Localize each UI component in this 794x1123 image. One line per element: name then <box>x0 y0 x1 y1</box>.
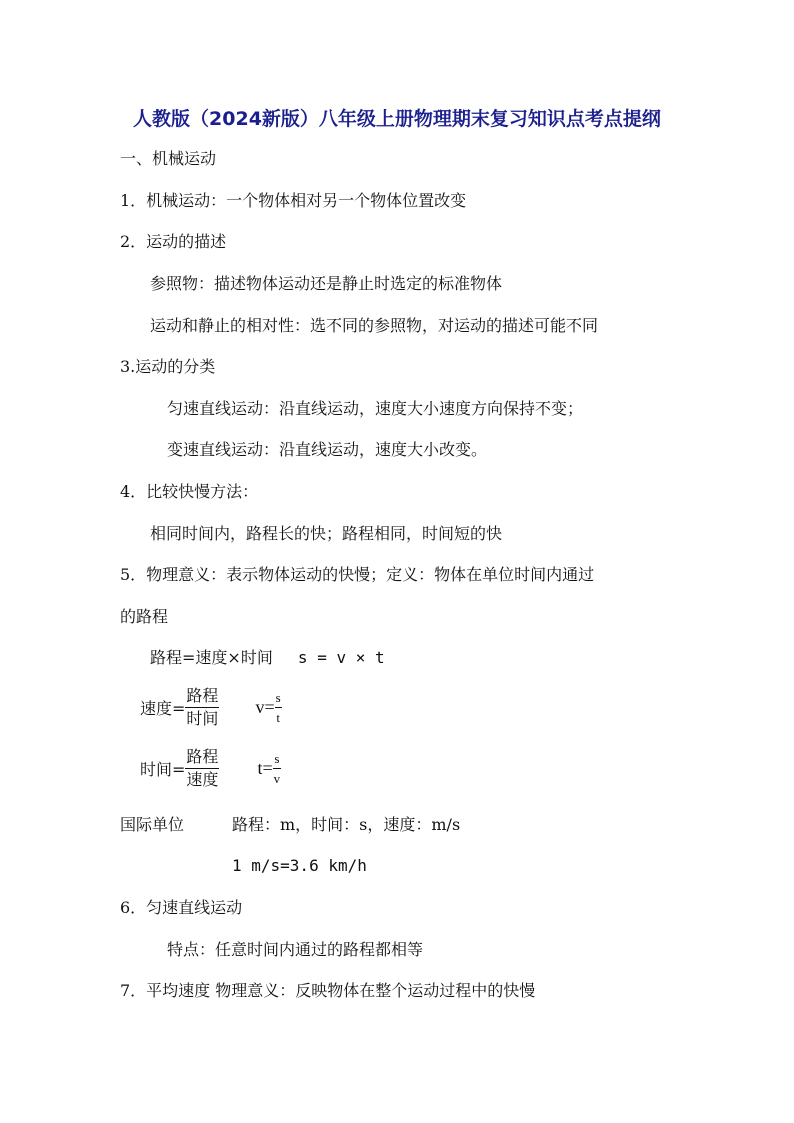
item-6-feature: 特点：任意时间内通过的路程都相等 <box>167 940 424 959</box>
distance-formula-symbols: s = v × t <box>297 648 385 667</box>
si-units-text: 路程：m，时间：s，速度：m/s <box>232 815 461 834</box>
item-4-comparison: 相同时间内，路程长的快；路程相同，时间短的快 <box>150 524 503 543</box>
item-3-heading: 3.运动的分类 <box>120 357 216 376</box>
speed-word-fraction <box>185 688 219 727</box>
item-5-definition-cont: 的路程 <box>120 607 169 626</box>
speed-formula-label: 速度= <box>140 699 186 718</box>
time-symbol-denominator: v <box>273 771 281 786</box>
speed-symbol-numerator: s <box>275 691 282 708</box>
item-2-reference-object: 参照物：描述物体运动还是静止时选定的标准物体 <box>150 274 503 293</box>
item-3-uniform-motion: 匀速直线运动：沿直线运动，速度大小速度方向保持不变； <box>167 399 584 418</box>
item-5-definition: 5．物理意义：表示物体运动的快慢；定义：物体在单位时间内通过 <box>120 565 595 584</box>
item-4-heading: 4．比较快慢方法： <box>120 482 259 501</box>
time-symbol-numerator: s <box>273 752 282 769</box>
time-word-fraction <box>185 749 219 788</box>
si-units-label: 国际单位 <box>120 815 185 834</box>
speed-word-numerator: 路程 <box>185 688 219 708</box>
page-title: 人教版（2024新版）八年级上册物理期末复习知识点考点提纲 <box>133 108 661 130</box>
speed-symbol-denominator: t <box>276 710 280 725</box>
unit-conversion: 1 m/s=3.6 km/h <box>232 856 367 875</box>
item-1-mechanical-motion: 1．机械运动：一个物体相对另一个物体位置改变 <box>120 191 467 210</box>
time-formula <box>140 749 281 788</box>
time-symbol-var: t= <box>257 758 273 778</box>
section-heading-mechanical-motion: 一、机械运动 <box>120 149 217 168</box>
item-6-heading: 6．匀速直线运动 <box>120 898 243 917</box>
time-word-denominator: 速度 <box>186 770 219 789</box>
distance-formula-words: 路程=速度×时间 <box>150 648 273 667</box>
time-formula-label: 时间= <box>140 760 186 779</box>
speed-symbol-var: v= <box>255 697 275 717</box>
speed-word-denominator: 时间 <box>186 709 219 728</box>
distance-formula <box>150 646 385 670</box>
item-7-heading: 7．平均速度 物理意义：反映物体在整个运动过程中的快慢 <box>120 981 536 1000</box>
item-2-relativity: 运动和静止的相对性：选不同的参照物，对运动的描述可能不同 <box>150 316 599 335</box>
speed-formula <box>140 688 282 727</box>
time-word-numerator: 路程 <box>185 749 219 769</box>
item-3-variable-motion: 变速直线运动：沿直线运动，速度大小改变。 <box>167 440 488 459</box>
item-2-heading: 2．运动的描述 <box>120 232 227 251</box>
speed-symbol-fraction <box>275 691 282 724</box>
time-symbol-fraction <box>273 752 282 785</box>
